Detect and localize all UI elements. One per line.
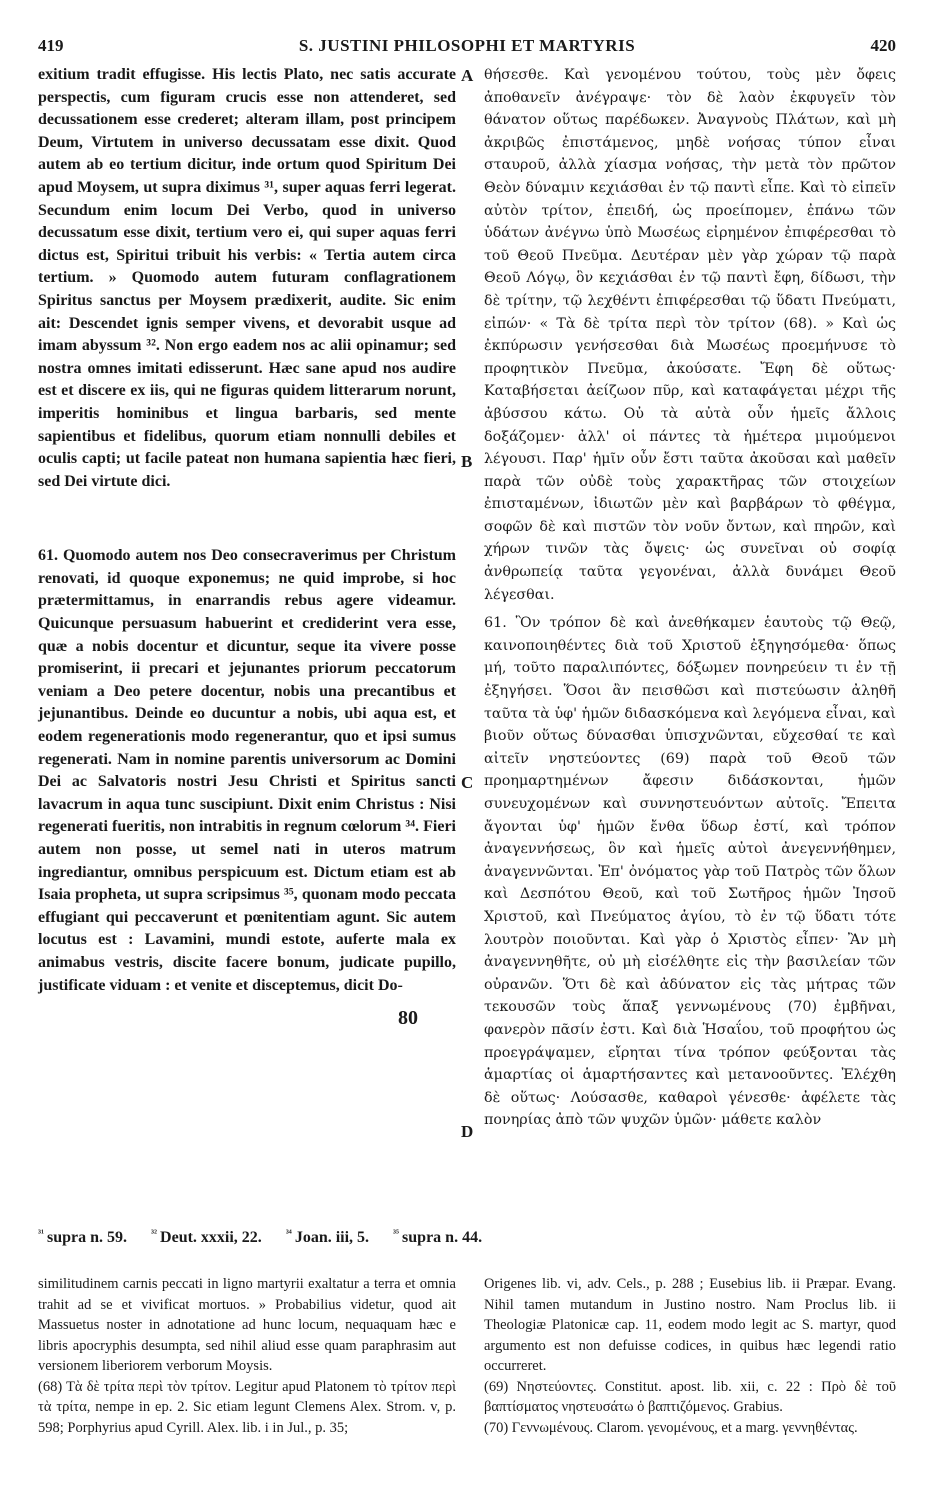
latin-paragraph-1: exitium tradit effugisse. His lectis Plato, nec satis accurate perspectis, cum figuram crucis esse non attenderet, sed decussationem esse crederet; alteram illam, post principem Deum, Virtutem in universo decussatam esse dixit. Quod autem ab eo tertium dicitur, inde ortum quod Spiritum Dei apud Moysem, ut supra diximus ³¹, super aquas ferri legerat. Secundum enim locum Dei Verbo, quod in universo decussatum esse dixit, tertium vero ei, qui super aquas ferri dictus est, Spiritui tribuit his verbis: « Tertia autem circa tertium. » Quomodo autem futuram conflagrationem Spiritus sanctus per Moysem prædixerit, audite. Sic enim ait: Descendet ignis semper vivens, et devorabit usque ad imam abyssum ³². Non ergo eadem nos ac alii opinamur; sed nostra omnes imitati edisserunt. Hæc sane apud nos audire est et discere ex iis, qui ne figuras quidem litterarum norunt, imperitis hominibus et lingua barbaris, sed mente sapientibus et fidelibus, quorum etiam nonnulli debiles et oculis capti; ut facile pateat non humana sapientia hæc fieri, sed Dei virtute dici. (38, 66, 456, 490)
note-left-1: similitudinem carnis peccati in ligno martyrii exaltatur a terra et omnia trahit ad se et vivificat mortuos. » Probabilius videtur, quod ait Massuetus noster in adnotatione ad hunc locum, nequaquam hæc e libris apocryphis desumpta, sed nihil aliud esse quam paraphrasim aut versionem liberiorem verborum Moysis. (38, 1276, 456, 1374)
margin-letter-c: C (461, 773, 474, 792)
running-title: S. JUSTINI PHILOSOPHI ET MARTYRIS (298, 36, 636, 55)
page-number-right: 420 (870, 36, 896, 55)
latin-column (38, 64, 456, 997)
greek-column (484, 64, 896, 1132)
footnote-references (38, 1228, 896, 1247)
margin-letter-d: D (461, 1122, 474, 1141)
note-right-1: Origenes lib. vi, adv. Cels., p. 288 ; Eusebius lib. ii Præpar. Evang. Nihil tamen mutandum in Justino nostro. Nam Proclus lib. ii Theologiæ Platonicæ cap. 11, eodem modo legit ac S. martyr, quod argumento est non defuisse codices, in quibus hæc legendi ratio occurreret. (484, 1276, 896, 1374)
note-69: (69) Νηστεύοντες. Constitut. apost. lib. xii, c. 22 : Πρὸ δὲ τοῦ βαπτίσματος νηστευσάτω ὁ βαπτιζόμενος. Grabius. (484, 1378, 896, 1415)
margin-letter-a: A (461, 66, 474, 85)
latin-paragraph-2: 61. Quomodo autem nos Deo consecraverimus per Christum renovati, id quoque exponemus; ne quid improbe, si hoc prætermittamus, in enarrandis rebus agere videamur. Quicunque persuasum habuerint et crediderint vera esse, quæ a nobis docentur et dicuntur, seque ita vivere posse promiserint, ii precari et jejunantes priorum peccatorum veniam a Deo petere docentur, nobis una precantibus et jejunantibus. Deinde eo ducuntur a nobis, ubi aqua est, et eodem regenerationis modo regenerantur, quo et ipsi sumus regenerati. Nam in nomine parentis universorum ac Domini Dei ac Salvatoris nostri Jesu Christi et Spiritus sancti lavacrum in aqua tunc suscipiunt. Dixit enim Christus : Nisi regenerati fueritis, non intrabitis in regnum cœlorum ³⁴. Fieri autem non posse, ut semel nati in uteros matrum ingrediantur, omnibus perspicuum est. Dictum etiam est ab Isaia propheta, ut supra scripsimus ³⁵, quonam modo peccata effugiant qui peccaverunt et pœnitentiam agunt. Sic autem locutus est : Lavamini, mundi estote, auferte mala ex animabus vestris, discite facere bonum, judicate pupillo, justificate viduam : et venite et disceptemus, dicit Do- (38, 547, 456, 994)
marginal-section-number: 80 (398, 1007, 418, 1029)
notes-right-column (484, 1274, 896, 1438)
note-68: (68) Τὰ δὲ τρίτα περὶ τὸν τρίτον. Legitur apud Platonem τὸ τρίτον περὶ τὰ τρίτα, nempe in ep. 2. Sic etiam legunt Clemens Alex. Strom. v, p. 598; Porphyrius apud Cyrill. Alex. lib. i in Jul., p. 35; (38, 1378, 456, 1436)
greek-paragraph-1: θήσεσθε. Καὶ γενομένου τούτου, τοὺς μὲν ὄφεις ἀποθανεῖν ἀνέγραψε· τὸν δὲ λαὸν ἐκφυγεῖν τὸν θάνατον οὕτως παρέδωκεν. Ἀναγνοὺς Πλάτων, καὶ μὴ ἀκριβῶς ἐπιστάμενος, μηδὲ νοήσας τύπον εἶναι σταυροῦ, ἀλλὰ χίασμα νοήσας, τὴν μετὰ τὸν πρῶτον Θεὸν δύναμιν κεχιάσθαι ἐν τῷ παντὶ εἶπε. Καὶ τὸ εἰπεῖν αὐτὸν τρίτον, ἐπειδή, ὡς προείπομεν, ἐπάνω τῶν ὑδάτων ἀνέγνω ὑπὸ Μωσέως εἰρημένον ἐπιφέρεσθαι τὸ τοῦ Θεοῦ Πνεῦμα. Δευτέραν μὲν γὰρ χώραν τῷ παρὰ Θεοῦ Λόγῳ, ὃν κεχιάσθαι ἐν τῷ παντὶ ἔφη, δίδωσι, τὴν δὲ τρίτην, τῷ λεχθέντι ἐπιφέρεσθαι τῷ ὕδατι Πνεύματι, εἰπών· « Τὰ δὲ τρίτα περὶ τὸν τρίτον (68). » Καὶ ὡς ἐκπύρωσιν γενήσεσθαι διὰ Μωσέως προεμήνυσε τὸ προφητικὸν Πνεῦμα, ἀκούσατε. Ἔφη δὲ οὕτως· Καταβήσεται ἀείζωον πῦρ, καὶ καταφάγεται μέχρι τῆς ἀβύσσου κάτω. Οὐ τὰ αὐτὰ οὖν ἡμεῖς ἄλλοις δοξάζομεν· ἀλλ' οἱ πάντες τὰ ἡμέτερα μιμούμενοι λέγουσι. Παρ' ἡμῖν οὖν ἔστι ταῦτα ἀκοῦσαι καὶ μαθεῖν παρὰ τῶν οὐδὲ τοὺς χαρακτῆρας τῶν στοιχείων ἐπισταμένων, ἰδιωτῶν μὲν καὶ βαρβάρων τὸ φθέγμα, σοφῶν δὲ καὶ πιστῶν τὸν νοῦν ὄντων, καὶ πηρῶν, καὶ χήρων τινῶν τὰς ὄψεις· ὡς συνεῖναι οὐ σοφίᾳ ἀνθρωπείᾳ ταῦτα γεγονέναι, ἀλλὰ δυνάμει Θεοῦ λέγεσθαι. (484, 67, 896, 603)
page-header (38, 36, 896, 62)
footnote-34: $^{^{34}}$ Joan. iii, 5. (285, 1228, 370, 1247)
page-number-left: 419 (38, 36, 64, 55)
note-70: (70) Γεννωμένους. Clarom. γενομένους, et a marg. γεννηθέντας. (484, 1419, 858, 1436)
greek-paragraph-2: 61. Ὃν τρόπον δὲ καὶ ἀνεθήκαμεν ἑαυτοὺς τῷ Θεῷ, καινοποιηθέντες διὰ τοῦ Χριστοῦ ἐξηγησόμεθα· ὅπως μή, τοῦτο παραλιπόντες, δόξωμεν πονηρεύειν τι ἐν τῇ ἐξηγήσει. Ὅσοι ἂν πεισθῶσι καὶ πιστεύωσιν ἀληθῆ ταῦτα τὰ ὑφ' ἡμῶν διδασκόμενα καὶ λεγόμενα εἶναι, καὶ βιοῦν οὕτως δύνασθαι ὑπισχνῶνται, εὔχεσθαί τε καὶ αἰτεῖν νηστεύοντες (69) παρὰ τοῦ Θεοῦ τῶν προημαρτημένων ἄφεσιν διδάσκονται, ἡμῶν συνευχομένων καὶ συννηστευόντων αὐτοῖς. Ἔπειτα ἄγονται ὑφ' ἡμῶν ἔνθα ὕδωρ ἐστί, καὶ τρόπον ἀναγεννήσεως, ὃν καὶ ἡμεῖς αὐτοὶ ἀνεγεννήθημεν, ἀναγεννῶνται. Ἐπ' ὀνόματος γὰρ τοῦ Πατρὸς τῶν ὅλων καὶ Δεσπότου Θεοῦ, καὶ τοῦ Σωτῆρος ἡμῶν Ἰησοῦ Χριστοῦ, καὶ Πνεύματος ἁγίου, τὸ ἐν τῷ ὕδατι τότε λουτρὸν ποιοῦνται. Καὶ γὰρ ὁ Χριστὸς εἶπεν· Ἂν μὴ ἀναγεννηθῆτε, οὐ μὴ εἰσέλθητε εἰς τὴν βασιλείαν τῶν οὐρανῶν. Ὅτι δὲ καὶ ἀδύνατον εἰς τὰς μήτρας τῶν τεκουσῶν τοὺς ἅπαξ γεννωμένους (70) ἐμβῆναι, φανερὸν πᾶσίν ἐστι. Καὶ διὰ Ἡσαΐου, τοῦ προφήτου ὡς προεγράψαμεν, εἴρηται τίνα τρόπον φεύξονται τὰς ἁμαρτίας οἱ ἁμαρτήσαντες καὶ μετανοοῦντες. Ἐλέχθη δὲ οὕτως· Λούσασθε, καθαροὶ γένεσθε· ἀφέλετε τὰς πονηρίας ἀπὸ τῶν ψυχῶν ὑμῶν· μάθετε καλὸν (484, 615, 896, 1129)
margin-letter-b: B (461, 452, 473, 471)
notes-left-column (38, 1274, 456, 1438)
footnote-31: $^{^{31}}$ supra n. 59. (38, 1228, 128, 1247)
footnote-35: $^{^{35}}$ supra n. 44. (393, 1228, 483, 1247)
footnote-32: $^{^{32}}$ Deut. xxxii, 22. (151, 1228, 262, 1247)
